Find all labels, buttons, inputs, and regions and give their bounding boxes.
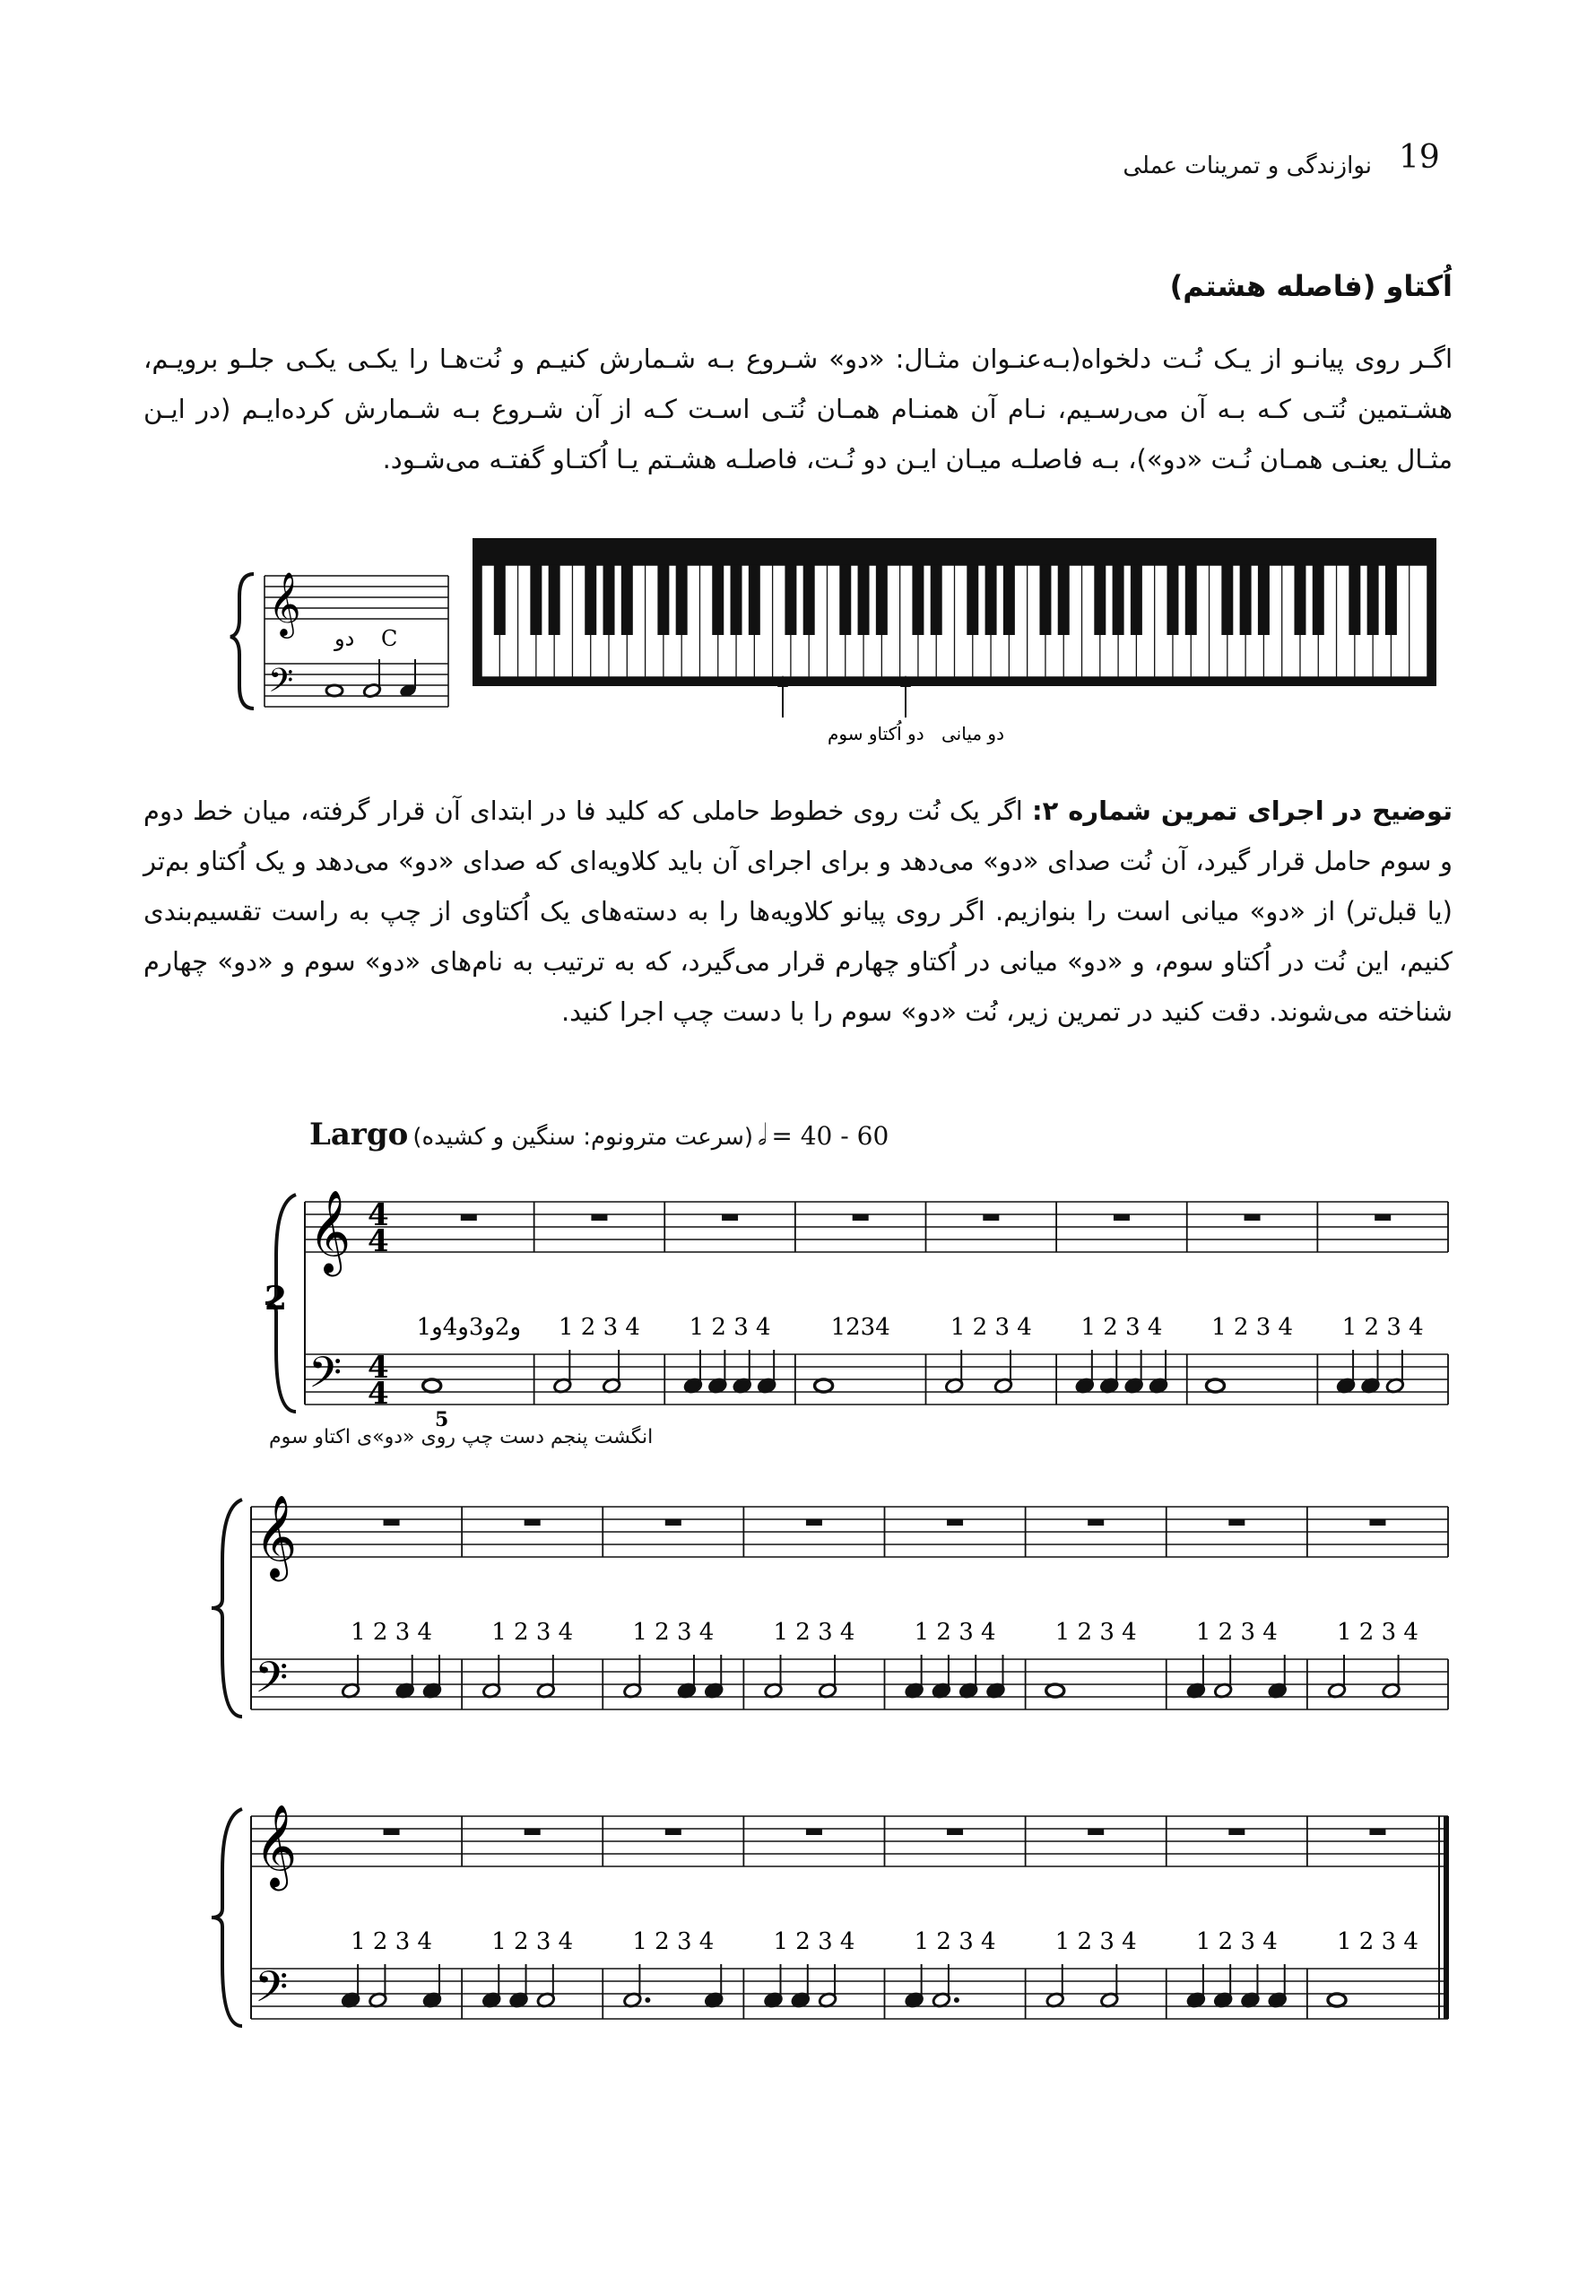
- finger-count: 1 2 3 4: [773, 1928, 855, 1955]
- mini-grand-staff: [230, 570, 448, 709]
- time-signature-top: 4: [368, 1350, 389, 1386]
- finger-count: 1 2 3 4: [1195, 1928, 1278, 1955]
- black-key: [1131, 565, 1142, 635]
- note-label-en: C: [381, 626, 398, 651]
- whole-note: [1328, 1994, 1346, 2006]
- bass-clef-icon: 𝄢: [255, 1961, 289, 2022]
- finger-count: 1 2 3 4: [914, 1928, 996, 1955]
- finger-count: 1 2 3 4: [689, 1314, 771, 1341]
- time-signature-bottom: 4: [368, 1376, 389, 1412]
- whole-rest: [1245, 1214, 1261, 1221]
- whole-rest: [525, 1829, 541, 1835]
- treble-clef-icon: 𝄞: [268, 570, 301, 636]
- dot: [954, 1997, 959, 2003]
- whole-rest: [384, 1519, 400, 1526]
- metronome-value: = 40 - 60: [771, 1121, 889, 1151]
- tempo-marking: [309, 1117, 1027, 1161]
- black-key: [530, 565, 542, 635]
- black-key: [712, 565, 724, 635]
- whole-rest: [1369, 1519, 1385, 1526]
- whole-rest: [853, 1214, 869, 1221]
- black-key: [1221, 565, 1233, 635]
- finger-count: 1 2 3 4: [351, 1928, 433, 1955]
- music-system-1: [260, 1166, 1453, 1435]
- whole-rest: [591, 1214, 607, 1221]
- finger-count: 1 2 3 4: [1054, 1619, 1137, 1646]
- finger-count: 1 2 3 4: [773, 1619, 855, 1646]
- grand-staff-brace: [212, 1809, 242, 2026]
- whole-rest: [1369, 1829, 1385, 1835]
- black-key: [876, 565, 888, 635]
- whole-rest: [1228, 1519, 1245, 1526]
- half-note-icon: 𝅗𝅥: [758, 1118, 768, 1152]
- whole-rest: [722, 1214, 738, 1221]
- finger-count: 1 2 3 4: [558, 1314, 640, 1341]
- black-key: [912, 565, 924, 635]
- black-key: [1367, 565, 1379, 635]
- bass-clef-icon: 𝄢: [268, 662, 294, 708]
- final-barline: [1444, 1816, 1449, 2019]
- black-key: [1313, 565, 1324, 635]
- music-system-3: [206, 1780, 1453, 2049]
- whole-rest: [806, 1519, 822, 1526]
- black-key: [621, 565, 633, 635]
- grand-staff-brace: [212, 1500, 242, 1717]
- black-key: [1185, 565, 1197, 635]
- black-key: [749, 565, 760, 635]
- whole-rest: [806, 1829, 822, 1835]
- whole-rest: [1088, 1519, 1104, 1526]
- black-key: [1349, 565, 1360, 635]
- whole-rest: [983, 1214, 999, 1221]
- note-label-fa: دو: [334, 626, 355, 651]
- finger-count: 1 2 3 4: [1336, 1619, 1418, 1646]
- finger-count: 1 2 3 4: [491, 1928, 574, 1955]
- finger-count: 1 2 3 4: [351, 1619, 433, 1646]
- whole-rest: [947, 1829, 963, 1835]
- treble-clef-icon: 𝄞: [255, 1494, 298, 1578]
- finger-count: 1 2 3 4: [1211, 1314, 1294, 1341]
- finger-count: 1234: [830, 1314, 890, 1341]
- explanation-paragraph: [143, 786, 1453, 1037]
- black-key: [1003, 565, 1015, 635]
- black-key: [839, 565, 851, 635]
- section-title: اُکتاو (فاصله هشتم): [1169, 269, 1453, 303]
- explanation-text: اگر یک نُت روی خطوط حاملی که کلید فا در ابتدای آن قرار گرفته، میان خط دوم و سوم حامل قرار گیرد، آن نُت صدای «دو» می‌دهد و برای اجرای آن باید کلاویه‌ای که صدای «دو» می‌دهد و یک اُکتاو بم‌تر (یا قبل‌تر) از «دو» میانی است را بنوازیم. اگر روی پیانو کلاویه‌ها را به دسته‌های یک اُکتاوی از چپ به راست تقسیم‌بندی کنیم، این نُت در اُکتاو سوم، و «دو» میانی در اُکتاو چهارم قرار می‌گیرد، که به ترتیب به نام‌های «دو» سوم و «دو» چهارم شناخته می‌شوند. دقت کنید در تمرین زیر، نُت «دو» سوم را با دست چپ اجرا کنید.: [143, 796, 1453, 1027]
- dot: [645, 1997, 650, 2003]
- finger-count: 1 2 3 4: [632, 1619, 715, 1646]
- music-system-2: [206, 1471, 1453, 1740]
- finger-count: 1 2 3 4: [1080, 1314, 1163, 1341]
- black-key: [967, 565, 978, 635]
- keyboard-figure: [229, 529, 1439, 744]
- whole-rest: [461, 1214, 477, 1221]
- black-key: [931, 565, 942, 635]
- finger-count: 1 2 3 4: [1195, 1619, 1278, 1646]
- whole-rest: [1088, 1829, 1104, 1835]
- finger-count: 1 2 3 4: [491, 1619, 574, 1646]
- whole-note: [423, 1379, 441, 1392]
- whole-rest: [665, 1829, 681, 1835]
- black-key: [657, 565, 669, 635]
- black-key: [1167, 565, 1178, 635]
- whole-rest: [1114, 1214, 1130, 1221]
- label-third-octave-c: دو اُکتاو سوم: [828, 723, 924, 744]
- finger-number: 5: [435, 1408, 449, 1431]
- finger-note: انگشت پنجم دست چپ روی «دو»ی اکتاو سوم: [269, 1426, 654, 1448]
- black-key: [1058, 565, 1070, 635]
- whole-rest: [1228, 1829, 1245, 1835]
- black-key: [985, 565, 997, 635]
- treble-clef-icon: 𝄞: [255, 1804, 298, 1887]
- finger-count: 1و2و3و4و: [416, 1314, 522, 1341]
- running-header: نوازندگی و تمرینات عملی: [1123, 152, 1372, 179]
- finger-count: 1 2 3 4: [1054, 1928, 1137, 1955]
- whole-rest: [1375, 1214, 1391, 1221]
- black-key: [731, 565, 742, 635]
- black-key: [1113, 565, 1124, 635]
- finger-count: 1 2 3 4: [950, 1314, 1032, 1341]
- page-number: 19: [1399, 139, 1440, 176]
- black-key: [1294, 565, 1305, 635]
- whole-note: [1206, 1379, 1224, 1392]
- black-key: [603, 565, 615, 635]
- tempo-note: (سرعت مترونوم: سنگین و کشیده): [412, 1124, 753, 1151]
- black-key: [785, 565, 796, 635]
- whole-rest: [384, 1829, 400, 1835]
- whole-note: [815, 1379, 833, 1392]
- black-key: [1258, 565, 1270, 635]
- piano-keyboard: [473, 538, 1436, 686]
- octave-paragraph: اگـر روی پیانـو از یـک نُـت دلخواه(بـه‌عنـوان مثـال: «دو» شـروع بـه شـمارش کنیـم و نُت‌هـا را یکـی یکـی جلـو برویـم، هشـتمین نُتـی کـه بـه آن می‌رسـیم، نـام آن همنـام همـان نُتـی اسـت کـه از آن شـروع بـه شـمارش کرده‌ایـم (در ایـن مثـال یعنـی همـان نُـت «دو»)، بـه فاصلـه میـان ایـن دو نُـت، فاصلـه هشـتم یـا اُکتـاو گفتـه می‌شـود.: [143, 344, 1453, 474]
- black-key: [494, 565, 506, 635]
- whole-rest: [947, 1519, 963, 1526]
- black-key: [1094, 565, 1106, 635]
- black-key: [803, 565, 815, 635]
- bass-clef-icon: 𝄢: [308, 1347, 343, 1408]
- finger-count: 1 2 3 4: [1336, 1928, 1418, 1955]
- whole-rest: [665, 1519, 681, 1526]
- label-middle-c: دو میانی: [941, 723, 1004, 744]
- explanation-lead: توضیح در اجرای تمرین شماره ۲:: [1031, 796, 1453, 826]
- whole-note: [326, 685, 343, 696]
- black-key: [1039, 565, 1051, 635]
- whole-note: [1046, 1684, 1064, 1697]
- bass-clef-icon: 𝄢: [255, 1652, 289, 1713]
- black-key: [858, 565, 870, 635]
- finger-count: 1 2 3 4: [632, 1928, 715, 1955]
- black-key: [676, 565, 688, 635]
- finger-count: 1 2 3 4: [914, 1619, 996, 1646]
- tempo-word: Largo: [309, 1117, 409, 1152]
- time-signature-bottom: 4: [368, 1223, 389, 1259]
- black-key: [585, 565, 596, 635]
- exercise-number: 2: [265, 1280, 288, 1318]
- time-signature-top: 4: [368, 1197, 389, 1233]
- black-key: [1385, 565, 1397, 635]
- black-key: [1240, 565, 1252, 635]
- whole-rest: [525, 1519, 541, 1526]
- finger-count: 1 2 3 4: [1341, 1314, 1424, 1341]
- black-key: [549, 565, 560, 635]
- treble-clef-icon: 𝄞: [308, 1189, 351, 1273]
